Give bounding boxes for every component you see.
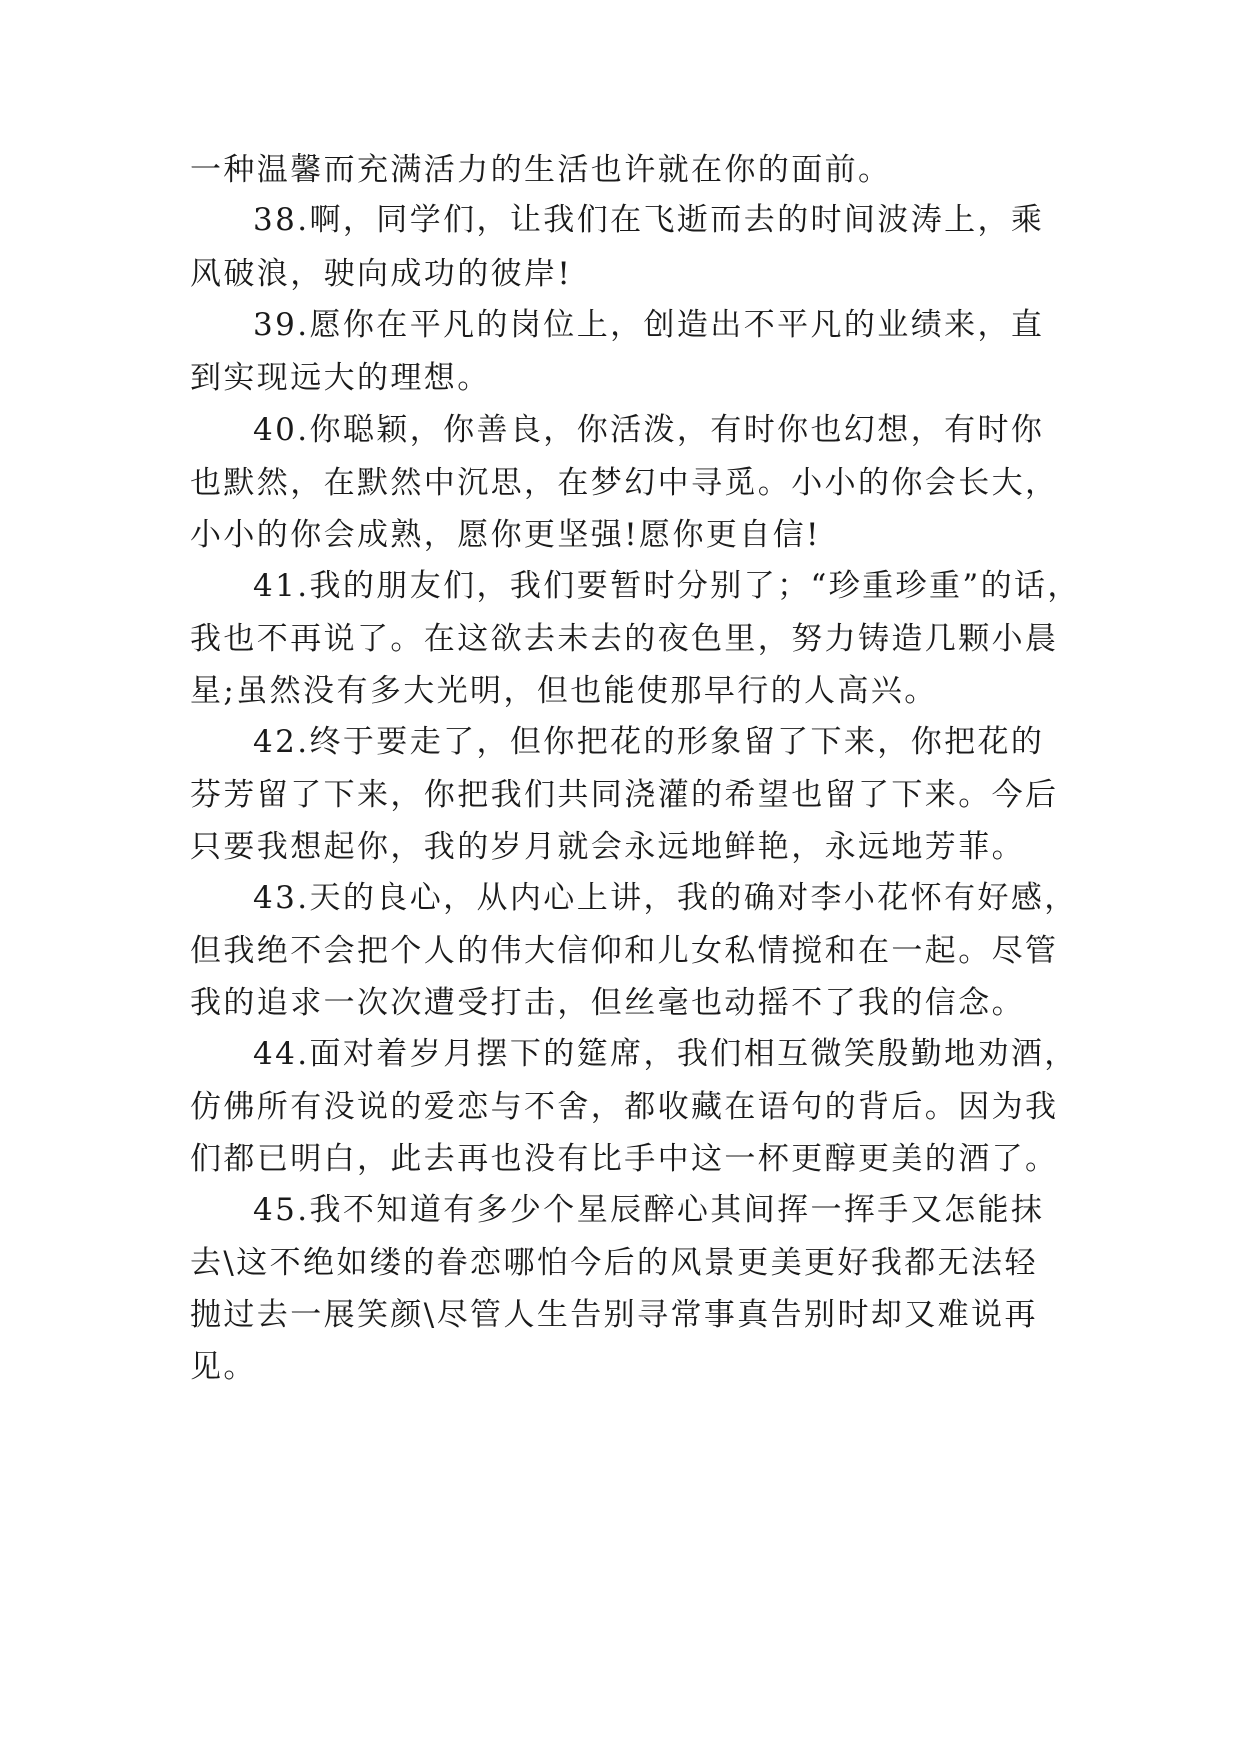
text-line: 仿佛所有没说的爱恋与不舍，都收藏在语句的背后。因为我 [190, 1089, 1059, 1125]
text-line: 芬芳留了下来，你把我们共同浇灌的希望也留了下来。今后 [190, 777, 1059, 813]
text-line: 我也不再说了。在这欲去未去的夜色里，努力铸造几颗小晨 [190, 621, 1059, 657]
text-line: 小小的你会成熟，愿你更坚强!愿你更自信! [190, 517, 821, 553]
text-line: 40.你聪颖，你善良，你活泼，有时你也幻想，有时你 [253, 412, 1045, 448]
text-line: 44.面对着岁月摆下的筵席，我们相互微笑殷勤地劝酒， [253, 1036, 1078, 1072]
text-line: 41.我的朋友们，我们要暂时分别了；“珍重珍重”的话， [253, 568, 1081, 604]
text-line: 抛过去一展笑颜\尽管人生告别寻常事真告别时却又难说再 [190, 1297, 1038, 1333]
text-line: 45.我不知道有多少个星辰醉心其间挥一挥手又怎能抹 [253, 1192, 1045, 1228]
text-line: 一种温馨而充满活力的生活也许就在你的面前。 [190, 152, 892, 188]
text-line: 39.愿你在平凡的岗位上，创造出不平凡的业绩来，直 [253, 307, 1045, 343]
text-line: 风破浪，驶向成功的彼岸! [190, 256, 573, 292]
text-line: 到实现远大的理想。 [190, 360, 491, 396]
text-line: 43.天的良心，从内心上讲，我的确对李小花怀有好感， [253, 880, 1078, 916]
text-line: 们都已明白，此去再也没有比手中这一杯更醇更美的酒了。 [190, 1141, 1059, 1177]
text-line: 去\这不绝如缕的眷恋哪怕今后的风景更美更好我都无法轻 [190, 1245, 1038, 1281]
text-line: 我的追求一次次遭受打击，但丝毫也动摇不了我的信念。 [190, 985, 1025, 1021]
text-line: 42.终于要走了，但你把花的形象留了下来，你把花的 [253, 724, 1045, 760]
text-line: 只要我想起你，我的岁月就会永远地鲜艳，永远地芳菲。 [190, 829, 1025, 865]
text-line: 见。 [190, 1349, 257, 1385]
text-line: 也默然，在默然中沉思，在梦幻中寻觅。小小的你会长大， [190, 465, 1059, 501]
text-line: 星;虽然没有多大光明，但也能使那早行的人高兴。 [190, 673, 938, 709]
text-line: 但我绝不会把个人的伟大信仰和儿女私情搅和在一起。尽管 [190, 933, 1059, 969]
text-line: 38.啊，同学们，让我们在飞逝而去的时间波涛上，乘 [253, 202, 1045, 238]
